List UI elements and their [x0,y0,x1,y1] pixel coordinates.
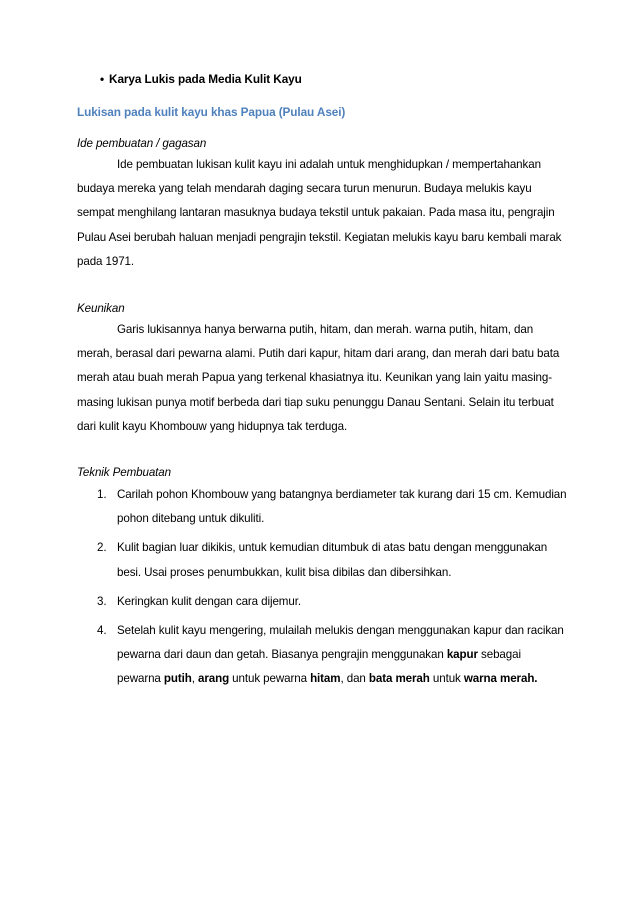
bold-kapur: kapur [446,648,478,662]
bullet-dot: • [100,72,105,86]
list-item-text: Carilah pohon Khombouw yang batangnya berdiameter tak kurang dari 15 cm. Kemudian pohon ditebang untuk dikuliti. [117,488,567,526]
list-item-number: 2. [97,541,107,555]
list-item-number: 4. [97,624,107,638]
list-item-text [117,624,564,685]
text-run: untuk [429,672,464,686]
subtitle: Lukisan pada kulit kayu khas Papua (Pulau Asei) [77,105,346,119]
list-item [77,536,567,584]
list-item [77,619,567,692]
bullet-heading-text: Karya Lukis pada Media Kulit Kayu [109,72,302,86]
section-heading-ide: Ide pembuatan / gagasan [77,137,207,150]
text-run: Setelah kulit kayu mengering, mulailah melukis dengan menggunakan kapur dan racikan pewarna dari daun dan getah. Biasanya pengrajin menggunakan [117,624,564,662]
steps-list [77,483,567,697]
text-run: untuk pewarna [229,672,311,686]
bold-bata-merah: bata merah [368,672,430,686]
text-run: , [191,672,198,686]
paragraph-keunikan: Garis lukisannya hanya berwarna putih, hitam, dan merah. warna putih, hitam, dan merah, berasal dari pewarna alami. Putih dari kapur, hitam dari arang, dan merah dari batu bata merah atau buah merah Papua yang terkenal khasiatnya itu. Keunikan yang lain yaitu masing-masing lukisan punya motif berbeda dari tiap suku penunggu Danau Sentani. Selain itu terbuat dari kulit kayu Khombouw yang hidupnya tak terduga. [77,323,560,433]
list-item-text: Keringkan kulit dengan cara dijemur. [117,594,301,608]
list-item [77,590,567,614]
paragraph-ide: Ide pembuatan lukisan kulit kayu ini adalah untuk menghidupkan / mempertahankan budaya mereka yang telah mendarah daging secara turun menurun. Budaya melukis kayu sempat menghilang lantaran masuknya budaya tekstil untuk pakaian. Pada masa itu, pengrajin Pulau Asei berubah haluan menjadi pengrajin tekstil. Kegiatan melukis kayu baru kembali marak pada 1971. [77,158,562,268]
bold-arang: arang [197,672,230,686]
list-item-text: Kulit bagian luar dikikis, untuk kemudian ditumbuk di atas batu dengan menggunakan besi. Usai proses penumbukkan, kulit bisa dibilas dan dibersihkan. [117,541,548,579]
list-item-number: 3. [97,594,107,608]
section-heading-keunikan: Keunikan [77,302,125,315]
list-item-number: 1. [97,488,107,501]
text-run: sebagai pewarna [117,648,521,686]
bold-putih: putih [163,672,192,686]
text-run: , dan [340,672,369,686]
bold-hitam: hitam [310,672,341,686]
list-item [77,483,567,531]
bullet-heading [100,72,302,86]
bold-warna-merah: warna merah. [463,672,538,686]
section-heading-teknik: Teknik Pembuatan [77,466,172,479]
